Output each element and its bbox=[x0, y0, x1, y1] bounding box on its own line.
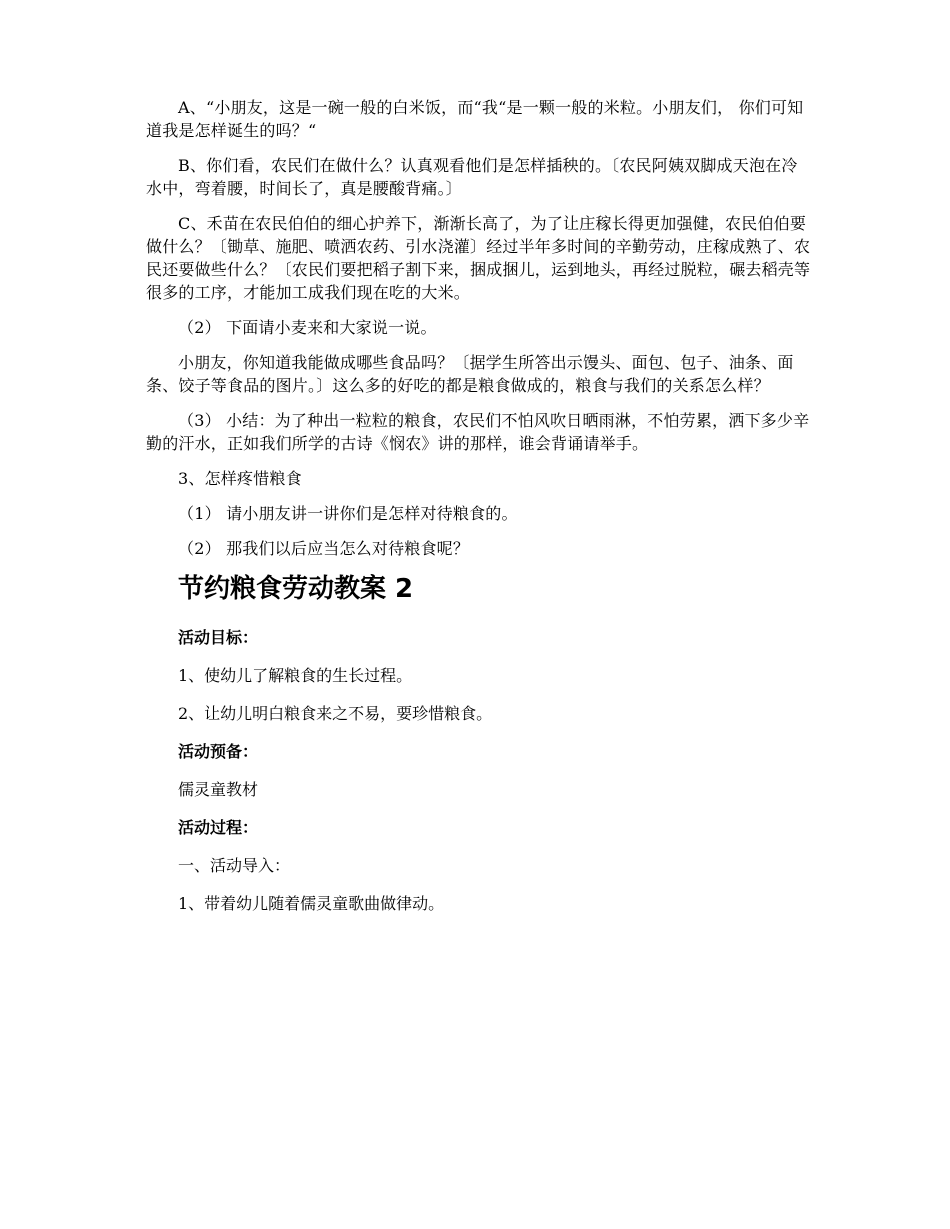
paragraph-wheat: 小朋友，你知道我能做成哪些食品吗？〔据学生所答出示馒头、面包、包子、油条、面条、饺子等食品的图片。〕这么多的好吃的都是粮食做成的，粮食与我们的关系怎么样？ bbox=[146, 353, 794, 395]
paragraph-b: B、你们看，农民们在做什么？认真观看他们是怎样插秧的。〔农民阿姨双脚成天泡在冷水中，弯着腰，时间长了，真是腰酸背痛。〕 bbox=[146, 156, 798, 198]
paragraph-c: C、禾苗在农民伯伯的细心护养下，渐渐长高了，为了让庄稼长得更加强健，农民伯伯要做什么？〔锄草、施肥、喷洒农药、引水浇灌〕经过半年多时间的辛勤劳动，庄稼成熟了、农民还要做些什么？〔农民们要把稻子割下来，捆成捆儿，运到地头，再经过脱粒，碾去稻壳等很多的工序，才能加工成我们现在吃的大米。 bbox=[146, 214, 811, 302]
goal-label: 活动目标： bbox=[178, 628, 259, 647]
paragraph-cherish-heading: 3、怎样疼惜粮食 bbox=[178, 469, 302, 488]
document-page bbox=[146, 96, 812, 930]
paragraph-step-2: （2） 下面请小麦来和大家说一说。 bbox=[178, 318, 437, 337]
paragraph-a: A、“小朋友，这是一碗一般的白米饭，而“我“是一颗一般的米粒。小朋友们， 你们可知道我是怎样诞生的吗？“ bbox=[146, 98, 804, 140]
paragraph-cherish-2: （2） 那我们以后应当怎么对待粮食呢？ bbox=[178, 539, 470, 558]
process-item-2: 1、带着幼儿随着儒灵童歌曲做律动。 bbox=[178, 894, 445, 913]
goal-item-2: 2、让幼儿明白粮食来之不易，要珍惜粮食。 bbox=[178, 704, 493, 723]
process-label: 活动过程： bbox=[178, 818, 259, 837]
section-title: 节约粮食劳动教案 2 bbox=[178, 574, 414, 604]
prep-label: 活动预备： bbox=[178, 742, 259, 761]
paragraph-summary: （3） 小结：为了种出一粒粒的粮食，农民们不怕风吹日晒雨淋，不怕劳累，洒下多少辛勤的汗水，正如我们所学的古诗《悯农》讲的那样，谁会背诵请举手。 bbox=[146, 411, 810, 453]
prep-text: 儒灵童教材 bbox=[178, 780, 259, 799]
process-item-1: 一、活动导入： bbox=[178, 856, 291, 875]
goal-item-1: 1、使幼儿了解粮食的生长过程。 bbox=[178, 666, 413, 685]
paragraph-cherish-1: （1） 请小朋友讲一讲你们是怎样对待粮食的。 bbox=[178, 504, 518, 523]
